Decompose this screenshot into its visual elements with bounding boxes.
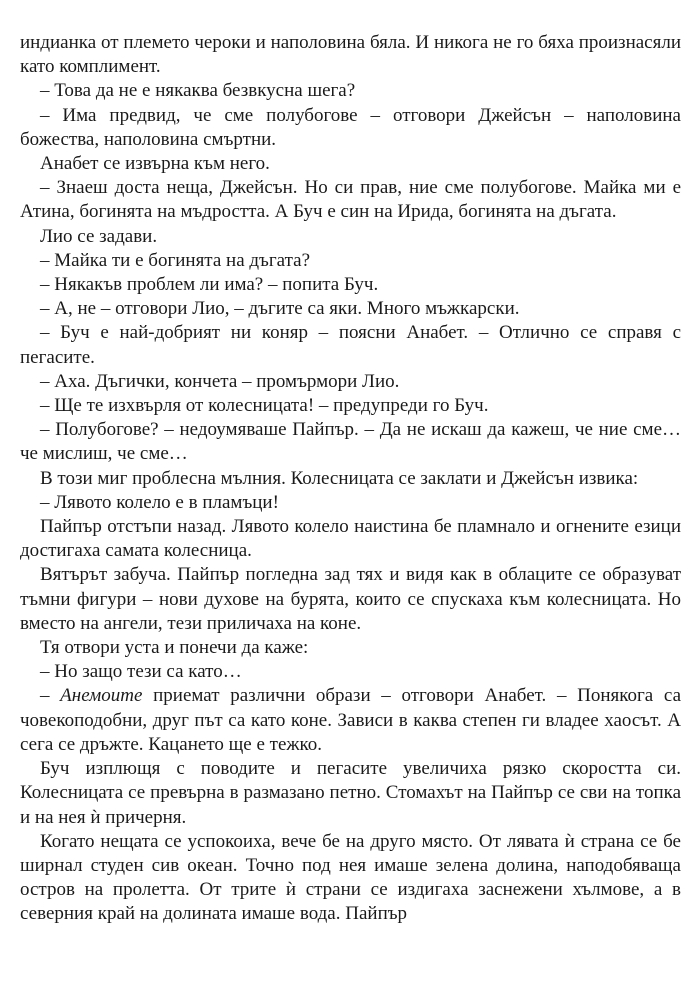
italic-term: Анемоите [60, 685, 143, 707]
paragraph: – Аха. Дъгички, кончета – промърмори Лио. [40, 370, 400, 392]
paragraph: – Знаеш доста неща, Джейсън. Но си прав, ние сме полубогове. Майка ми е Атина, богинята на мъдростта. А Буч е син на Ирида, богинята на дъгата. [20, 177, 681, 223]
paragraph: – Майка ти е богинята на дъгата? [40, 249, 311, 271]
paragraph: индианка от племето чероки и наполовина бяла. И никога не го бяха произнасяли като комплимент. [20, 32, 681, 78]
dash: – [40, 685, 61, 707]
paragraph: Лио се задави. [40, 225, 158, 247]
paragraph: – Полубогове? – недоумяваше Пайпър. – Да не искаш да кажеш, че ние сме… че мислиш, че сме… [20, 419, 681, 465]
paragraph: – Ще те изхвърля от колесницата! – предупреди го Буч. [40, 395, 489, 417]
paragraph-rest: приемат различни образи – отговори Анабет. – Понякога са човекоподобни, друг път са като коне. Зависи в каква степен ги владее хаосът. А сега се дръжте. Кацането ще е тежко. [20, 685, 682, 755]
paragraph: Пайпър отстъпи назад. Лявото колело наистина бе пламнало и огнените езици достигаха самата колесница. [20, 516, 681, 562]
paragraph-with-italic [20, 684, 681, 757]
paragraph: Буч изплющя с поводите и пегасите увеличиха рязко скоростта си. Колесницата се превърна в размазано петно. Стомахът на Пайпър се сви на топка и на нея ѝ причерня. [20, 758, 681, 828]
paragraph: – Лявото колело е в пламъци! [40, 491, 279, 513]
paragraph: Вятърът забуча. Пайпър погледна зад тях и видя как в облаците се образуват тъмни фигури – нови духове на бурята, които се спускаха към колесницата. Но вместо на ангели, тези приличаха на коне. [20, 564, 681, 634]
paragraph: – Някакъв проблем ли има? – попита Буч. [40, 274, 379, 296]
paragraph: – Това да не е някаква безвкусна шега? [40, 80, 356, 102]
paragraph: В този миг проблесна мълния. Колесницата се заклати и Джейсън извика: [40, 467, 639, 489]
paragraph: – Има предвид, че сме полубогове – отговори Джейсън – наполовина божества, наполовина смъртни. [20, 104, 681, 150]
paragraph: – Но защо тези са като… [40, 661, 242, 683]
paragraph: Тя отвори уста и понечи да каже: [40, 637, 309, 659]
paragraph: Когато нещата се успокоиха, вече бе на друго място. От лявата ѝ страна се бе ширнал студен сив океан. Точно под нея имаше зелена долина, наподобяваща остров на пролетта. От трите ѝ страни се издигаха заснежени хълмове, а в северния край на долината имаше вода. Пайпър [20, 830, 681, 925]
paragraph: – Буч е най-добрият ни коняр – поясни Анабет. – Отлично се справя с пегасите. [20, 322, 681, 368]
paragraph: Анабет се извърна към него. [40, 153, 270, 175]
paragraph: – А, не – отговори Лио, – дъгите са яки. Много мъжкарски. [40, 298, 520, 320]
